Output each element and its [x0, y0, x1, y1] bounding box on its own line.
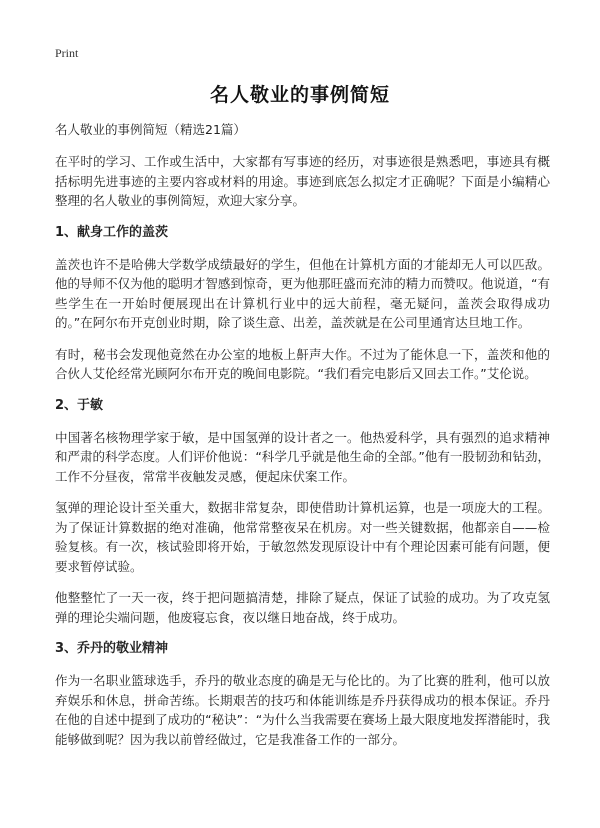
document-subtitle: 名人敬业的事例简短（精选21篇） [55, 122, 246, 137]
section-paragraph: 他整整忙了一天一夜，终于把问题搞清楚，排除了疑点，保证了试验的成功。为了攻克氢弹的理论尖端问题，他废寝忘食，夜以继日地奋战，终于成功。 [55, 590, 550, 625]
section-paragraph: 有时，秘书会发现他竟然在办公室的地板上鼾声大作。不过为了能休息一下，盖茨和他的合伙人艾伦经常光顾阿尔布开克的晚间电影院。“我们看完电影后又回去工作。”艾伦说。 [55, 346, 550, 381]
section-paragraph: 氢弹的理论设计至关重大，数据非常复杂，即使借助计算机运算，也是一项庞大的工程。为了保证计算数据的绝对准确，他常常整夜呆在机房。对一些关键数据，他都亲自——检验复核。有一次，核试验即将开始，于敏忽然发现原设计中有个理论因素可能有问题，便要求暂停试验。 [55, 500, 550, 574]
section-paragraph: 作为一名职业篮球选手，乔丹的敬业态度的确是无与伦比的。为了比赛的胜利，他可以放弃娱乐和休息，拼命苦练。长期艰苦的技巧和体能训练是乔丹获得成功的根本保证。乔丹在他的自述中提到了成功的“秘诀”：“为什么当我需要在赛场上最大限度地发挥潜能时，我能够做到呢？因为我以前曾经做过，它是我准备工作的一部分。 [55, 673, 550, 747]
intro-paragraph: 在平时的学习、工作或生活中，大家都有写事迹的经历，对事迹很是熟悉吧，事迹具有概括标明先进事迹的主要内容或材料的用途。事迹到底怎么拟定才正确呢？下面是小编精心整理的名人敬业的事例简短，欢迎大家分享。 [55, 154, 550, 208]
section-heading: 2、于敏 [55, 397, 104, 413]
section-paragraph: 中国著名核物理学家于敏，是中国氢弹的设计者之一。他热爱科学，具有强烈的追求精神和严肃的科学态度。人们评价他说：“科学几乎就是他生命的全部。”他有一股韧劲和钻劲，工作不分昼夜，常常半夜触发灵感，便起床伏案工作。 [55, 429, 550, 484]
print-link[interactable]: Print [55, 46, 79, 60]
document-title: 名人敬业的事例简短 [209, 84, 390, 106]
section-heading: 3、乔丹的敬业精神 [55, 641, 169, 656]
section-paragraph: 盖茨也许不是哈佛大学数学成绩最好的学生，但他在计算机方面的才能却无人可以匹敌。他的导师不仅为他的聪明才智感到惊奇，更为他那旺盛而充沛的精力而赞叹。他说道，“有些学生在一开始时便展现出在计算机行业中的远大前程，毫无疑问，盖茨会取得成功的。”在阿尔布开克创业时期，除了谈生意、出差，盖茨就是在公司里通宵达旦地工作。 [55, 256, 550, 330]
section-heading: 1、献身工作的盖茨 [55, 224, 169, 240]
document-body [55, 120, 550, 761]
